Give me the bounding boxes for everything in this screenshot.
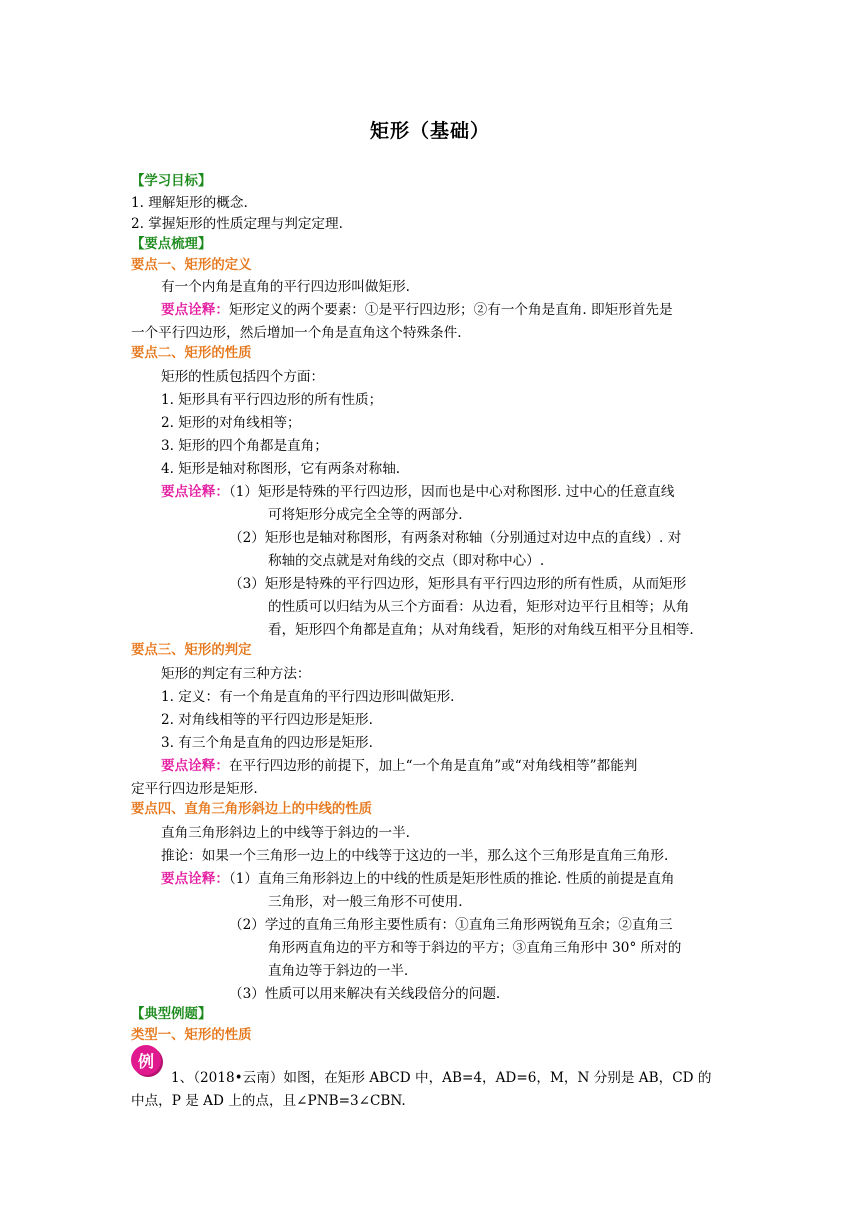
kp2-item-3: 3. 矩形的四个角都是直角； <box>161 438 328 454</box>
kp2-note-2b: 称轴的交点就是对角线的交点（即对称中心）. <box>268 553 545 569</box>
kp3-note-line1: 在平行四边形的前提下，加上“一个角是直角”或“对角线相等”都能判 <box>228 758 638 774</box>
kp4-note-1b: 三角形，对一般三角形不可使用. <box>268 894 463 910</box>
kp2-heading: 要点二、矩形的性质 <box>131 346 252 361</box>
kp4-note-label: 要点诠释： <box>161 871 229 887</box>
kp2-item-2: 2. 矩形的对角线相等； <box>161 415 301 431</box>
kp2-item-1: 1. 矩形具有平行四边形的所有性质； <box>161 392 383 408</box>
example-type1-heading: 类型一、矩形的性质 <box>131 1028 252 1043</box>
kp3-heading: 要点三、矩形的判定 <box>131 643 252 658</box>
kp4-note-2c: 直角边等于斜边的一半. <box>268 963 409 979</box>
kp2-note-2a: （2）矩形也是轴对称图形，有两条对称轴（分别通过对边中点的直线）. 对 <box>229 530 682 546</box>
kp2-note <box>161 482 674 502</box>
kp3-note-line2: 定平行四边形是矩形. <box>131 781 258 797</box>
examples-header: 【典型例题】 <box>131 1007 212 1022</box>
kp4-heading: 要点四、直角三角形斜边上的中线的性质 <box>131 802 373 817</box>
points-header: 【要点梳理】 <box>131 237 212 252</box>
kp2-note-1b: 可将矩形分成完全全等的两部分. <box>268 507 463 523</box>
kp2-intro: 矩形的性质包括四个方面： <box>161 369 325 385</box>
example-q1-line2: 中点，P 是 AD 上的点，且∠PNB=3∠CBN. <box>131 1093 406 1109</box>
kp4-note-3: （3）性质可以用来解决有关线段倍分的问题. <box>229 986 501 1002</box>
kp1-heading: 要点一、矩形的定义 <box>131 258 252 273</box>
kp3-note-label: 要点诠释： <box>161 758 229 774</box>
kp1-note <box>161 300 673 320</box>
goal-item-1: 1. 理解矩形的概念. <box>131 195 248 211</box>
goal-item-2: 2. 掌握矩形的性质定理与判定定理. <box>131 216 343 232</box>
kp2-note-label: 要点诠释： <box>161 484 229 500</box>
kp4-text: 直角三角形斜边上的中线等于斜边的一半. <box>161 825 411 841</box>
page-title: 矩形（基础） <box>369 120 490 142</box>
kp4-note-2a: （2）学过的直角三角形主要性质有：①直角三角形两锐角互余；②直角三 <box>229 917 673 933</box>
kp4-note-2b: 角形两直角边的平方和等于斜边的平方；③直角三角形中 30° 所对的 <box>268 940 682 956</box>
kp2-note-1a: （1）矩形是特殊的平行四边形，因而也是中心对称图形. 过中心的任意直线 <box>228 484 675 500</box>
kp4-corollary: 推论：如果一个三角形一边上的中线等于这边的一半，那么这个三角形是直角三角形. <box>161 848 669 864</box>
kp4-note-1a: （1）直角三角形斜边上的中线的性质是矩形性质的推论. 性质的前提是直角 <box>228 871 675 887</box>
kp1-note-line2: 一个平行四边形，然后增加一个角是直角这个特殊条件. <box>131 325 462 341</box>
kp2-note-3a: （3）矩形是特殊的平行四边形，矩形具有平行四边形的所有性质，从而矩形 <box>229 576 687 592</box>
example-q1-line1: 1、（2018•云南）如图，在矩形 ABCD 中，AB=4，AD=6，M，N 分别是 AB，CD 的 <box>171 1070 712 1086</box>
kp2-note-3c: 看，矩形四个角都是直角；从对角线看，矩形的对角线互相平分且相等. <box>268 622 694 638</box>
kp1-note-label: 要点诠释： <box>161 302 229 318</box>
kp3-item-3: 3. 有三个角是直角的四边形是矩形. <box>161 735 373 751</box>
kp3-note <box>161 756 637 776</box>
kp2-item-4: 4. 矩形是轴对称图形，它有两条对称轴. <box>161 461 401 477</box>
kp2-note-3b: 的性质可以归结为从三个方面看：从边看，矩形对边平行且相等；从角 <box>268 599 690 615</box>
goals-header: 【学习目标】 <box>131 174 212 189</box>
kp1-note-line1: 矩形定义的两个要素：①是平行四边形；②有一个角是直角. 即矩形首先是 <box>228 302 673 318</box>
example-badge-icon: 例 <box>131 1045 161 1075</box>
kp1-text: 有一个内角是直角的平行四边形叫做矩形. <box>161 279 411 295</box>
kp3-item-1: 1. 定义：有一个角是直角的平行四边形叫做矩形. <box>161 689 455 705</box>
kp3-item-2: 2. 对角线相等的平行四边形是矩形. <box>161 712 373 728</box>
kp4-note <box>161 869 674 889</box>
kp3-intro: 矩形的判定有三种方法： <box>161 666 311 682</box>
